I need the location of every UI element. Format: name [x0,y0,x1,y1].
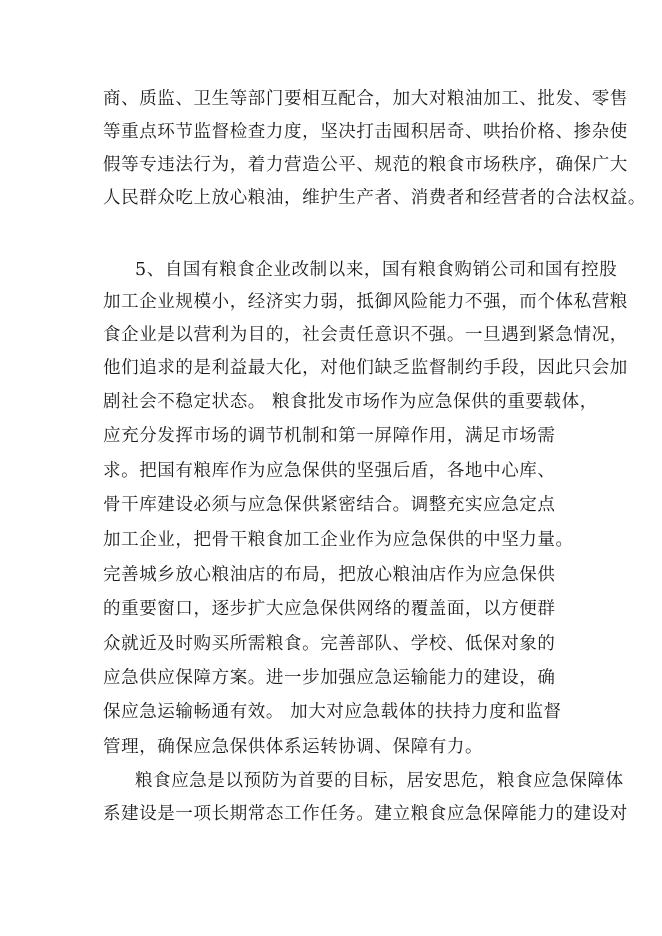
paragraph-2-line-15: 管理，确保应急保供体系运转协调、保障有力。 [103,737,484,757]
paragraph-1-line-1: 商、质监、卫生等部门要相互配合，加大对粮油加工、批发、零售 [103,89,628,109]
paragraph-3-line-2: 系建设是一项长期常态工作任务。建立粮食应急保障能力的建设对 [103,804,628,824]
paragraph-2-line-4: 他们追求的是利益最大化，对他们缺乏监督制约手段，因此只会加 [103,358,628,378]
paragraph-2-line-7: 求。把国有粮库作为应急保供的坚强后盾，各地中心库、 [103,461,556,481]
paragraph-2-line-14: 保应急运输畅通有效。 加大对应急载体的扶持力度和监督 [103,702,562,722]
paragraph-2-line-12: 众就近及时购买所需粮食。完善部队、学校、低保对象的 [103,634,556,654]
paragraph-3-line-1: 粮食应急是以预防为首要的目标，居安思危，粮食应急保障体 [135,771,624,791]
paragraph-2-line-1: 5、自国有粮食企业改制以来，国有粮食购销公司和国有控股 [135,260,618,280]
paragraph-2-line-11: 的重要窗口，逐步扩大应急保供网络的覆盖面，以方便群 [103,599,556,619]
paragraph-2-line-9: 加工企业，把骨干粮食加工企业作为应急保供的中坚力量。 [103,530,574,550]
paragraph-1-line-3: 假等专违法行为，着力营造公平、规范的粮食市场秩序，确保广大 [103,155,628,175]
paragraph-2-line-6: 应充分发挥市场的调节机制和第一屏障作用，满足市场需 [103,426,556,446]
paragraph-2-line-8: 骨干库建设必须与应急保供紧密结合。调整充实应急定点 [103,495,556,515]
paragraph-2-line-2: 加工企业规模小，经济实力弱，抵御风险能力不强，而个体私营粮 [103,292,628,312]
paragraph-2-line-3: 食企业是以营利为目的，社会责任意识不强。一旦遇到紧急情况， [103,325,628,345]
paragraph-1-line-2: 等重点环节监督检查力度，坚决打击囤积居奇、哄抬价格、掺杂使 [103,122,628,142]
paragraph-1-line-4: 人民群众吃上放心粮油，维护生产者、消费者和经营者的合法权益。 [103,188,646,208]
paragraph-2-line-5: 剧社会不稳定状态。 粮食批发市场作为应急保供的重要载体， [103,392,598,412]
paragraph-2-line-10: 完善城乡放心粮油店的布局，把放心粮油店作为应急保供 [103,565,556,585]
paragraph-2-line-13: 应急供应保障方案。进一步加强应急运输能力的建设，确 [103,668,556,688]
